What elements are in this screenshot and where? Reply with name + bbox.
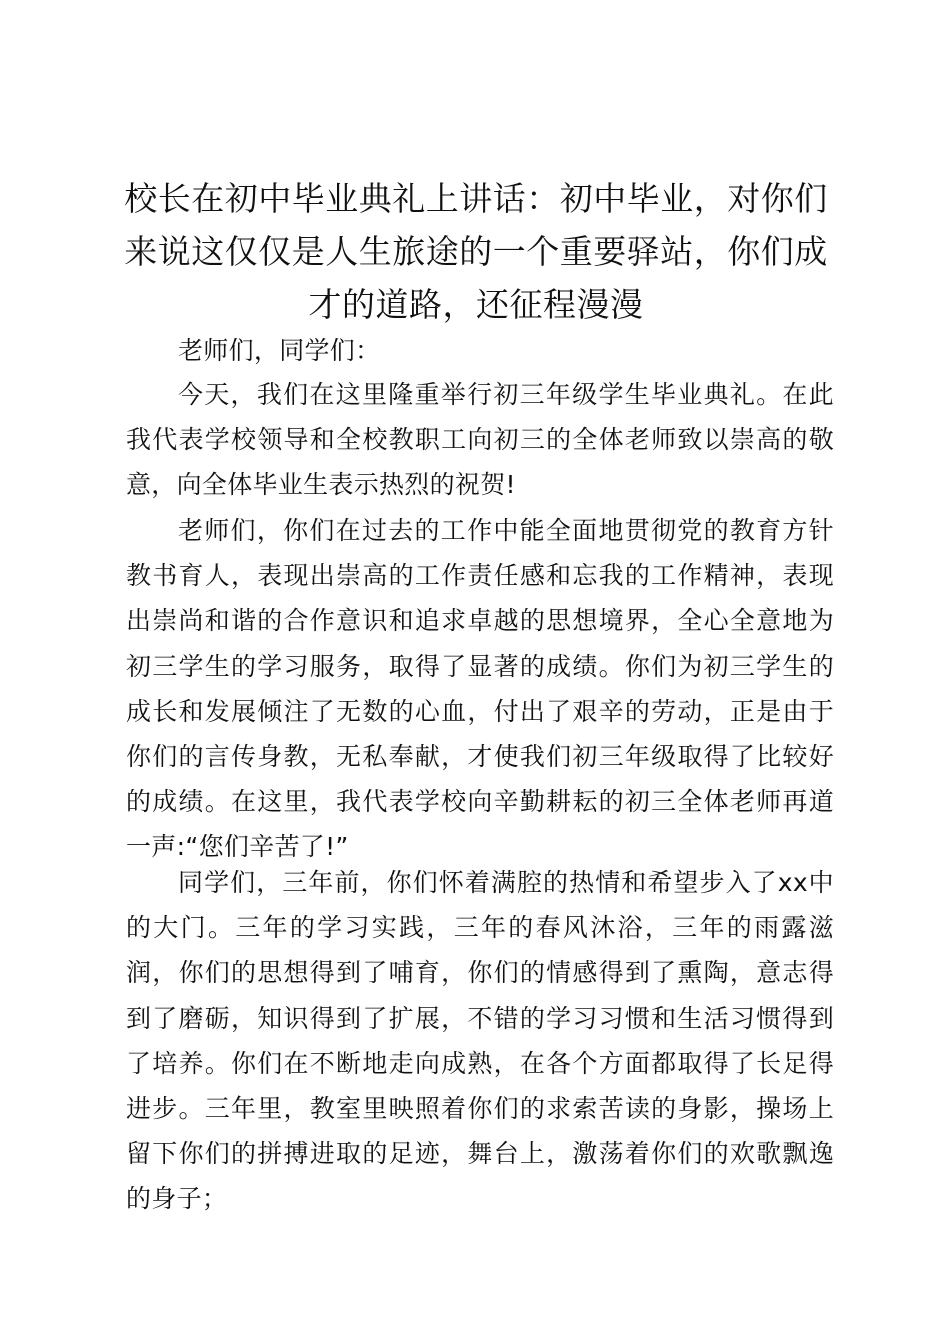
body-paragraph-1: 今天，我们在这里隆重举行初三年级学生毕业典礼。在此我代表学校领导和全校教职工向初三的全体老师致以崇高的敬意，向全体毕业生表示热烈的祝贺! — [126, 380, 834, 500]
body-paragraph-2: 老师们，你们在过去的工作中能全面地贯彻党的教育方针教书育人，表现出崇高的工作责任感和忘我的工作精神，表现出崇尚和谐的合作意识和追求卓越的思想境界，全心全意地为初三学生的学习服务，取得了显著的成绩。你们为初三学生的成长和发展倾注了无数的心血，付出了艰辛的劳动，正是由于你们的言传身教，无私奉献，才使我们初三年级取得了比较好的成绩。在这里，我代表学校向辛勤耕耘的初三全体老师再道一声:“您们辛苦了!” — [126, 516, 834, 862]
body-paragraph-3: 同学们，三年前，你们怀着满腔的热情和希望步入了xx中的大门。三年的学习实践，三年的春风沐浴，三年的雨露滋润，你们的思想得到了哺育，你们的情感得到了熏陶，意志得到了磨砺，知识得到了扩展，不错的学习习惯和生活习惯得到了培养。你们在不断地走向成熟，在各个方面都取得了长足得进步。三年里，教室里映照着你们的求索苦读的身影，操场上留下你们的拼搏进取的足迹，舞台上，激荡着你们的欢歌飘逸的身子； — [126, 868, 834, 1214]
document-title: 校长在初中毕业典礼上讲话：初中毕业，对你们来说这仅仅是人生旅途的一个重要驿站，你们成才的道路，还征程漫漫 — [124, 179, 828, 324]
greeting-paragraph: 老师们，同学们： — [178, 336, 381, 365]
